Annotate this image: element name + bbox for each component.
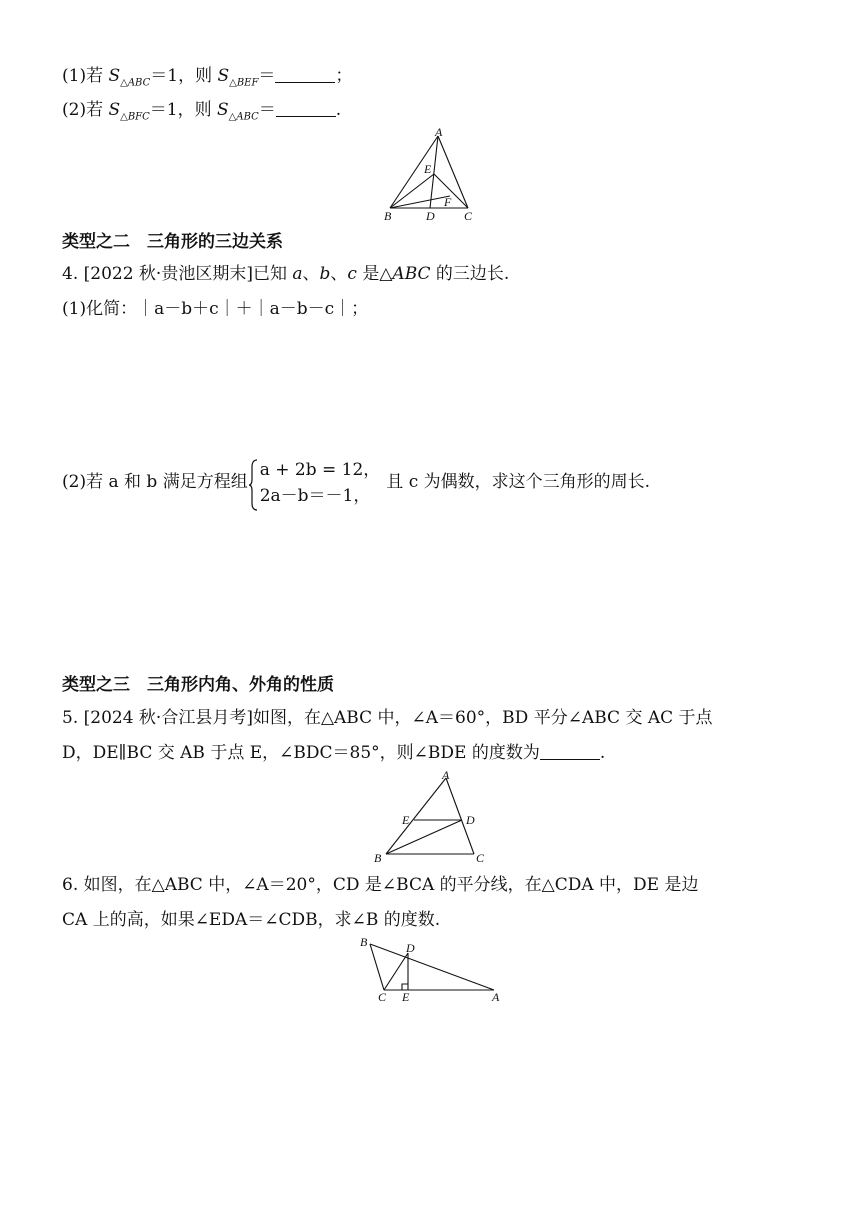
q5-line1: 5. [2024 秋·合江县月考]如图，在△ABC 中，∠A＝60°，BD 平分∠ABC 交 AC 于点 <box>62 708 713 728</box>
equation-system <box>248 457 381 509</box>
answer-blank[interactable] <box>540 743 600 760</box>
label-a: A <box>492 990 500 1004</box>
equation-2: 2a－b＝－1， <box>259 485 371 506</box>
q3-part2: (2)若 $S_{\triangle BFC}=1$，则 $S_{\triangle ABC}=$ . <box>62 100 342 123</box>
label-c: C <box>476 851 485 864</box>
q5-line2: D，DE∥BC 交 AB 于点 E，∠BDC＝85°，则∠BDE 的度数为 . <box>62 743 606 763</box>
brace-icon <box>248 459 258 511</box>
label-b: B <box>384 209 392 223</box>
label-e: E <box>424 162 432 176</box>
label-f: F <box>444 195 452 209</box>
q4-part1: (1)化简：｜a－b＋c｜＋｜a－b－c｜； <box>62 299 369 319</box>
q3-part1: (1)若 $S_{\triangle ABC}=1$，则 $S_{\triangle BEF}=$ ； <box>62 66 353 89</box>
q6-line1: 6. 如图，在△ABC 中，∠A＝20°，CD 是∠BCA 的平分线，在△CDA 中，DE 是边 <box>62 875 699 895</box>
q4-part2: (2)若 a 和 b 满足方程组 a + 2b = 12， 2a－b＝－1， 且 c 为偶数，求这个三角形的周长. <box>62 452 650 512</box>
q6-line2: CA 上的高，如果∠EDA＝∠CDB，求∠B 的度数. <box>62 910 441 930</box>
q4-stem: 4. [2022 秋·贵池区期末]已知 a、b、c 是△ABC 的三边长. <box>62 264 510 284</box>
section-title-3: 类型之三 三角形内角、外角的性质 <box>62 675 334 695</box>
label-a: A <box>442 768 450 782</box>
label-c: C <box>378 990 387 1004</box>
label-d: D <box>426 209 435 223</box>
q3-triangle-figure <box>380 126 480 226</box>
q6-triangle-figure <box>356 934 506 1004</box>
label-b: B <box>374 851 382 864</box>
q5-triangle-figure <box>370 768 490 864</box>
label-b: B <box>360 935 368 949</box>
label-d: D <box>466 813 475 827</box>
label-a: A <box>435 126 443 139</box>
equation-1: a + 2b = 12， <box>259 459 381 480</box>
label-c: C <box>464 209 473 223</box>
answer-blank[interactable] <box>276 100 336 117</box>
label-d: D <box>406 941 415 955</box>
label-e: E <box>402 990 410 1004</box>
label-e: E <box>402 813 410 827</box>
answer-blank[interactable] <box>275 66 335 83</box>
section-title-2: 类型之二 三角形的三边关系 <box>62 232 283 252</box>
